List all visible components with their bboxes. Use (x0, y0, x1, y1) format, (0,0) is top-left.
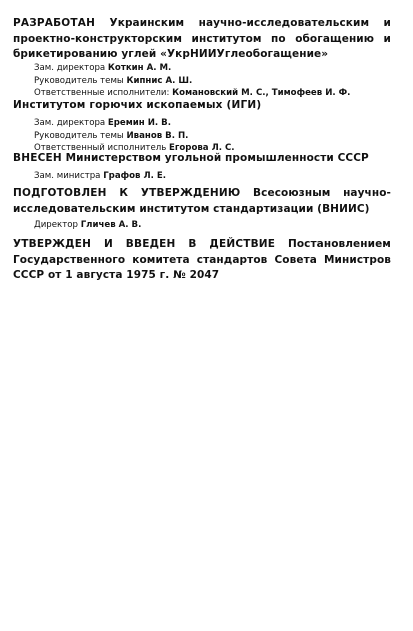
person-name: Графов Л. Е. (103, 171, 167, 181)
submitted-text: Министерством угольной промышленности СССР (65, 152, 369, 164)
section-approved (13, 237, 391, 284)
prepared-paragraph (13, 186, 391, 217)
igi-persons (34, 117, 394, 155)
submitted-lead: ВНЕСЕН (13, 152, 62, 164)
person-name: Кипнис А. Ш. (126, 75, 193, 86)
person-role: Ответственные исполнители: (34, 88, 170, 98)
section-igi (13, 98, 391, 114)
person-row (34, 117, 394, 130)
person-role: Руководитель темы (34, 130, 124, 141)
ukr-persons (34, 62, 394, 100)
person-name: Коткин А. М. (107, 63, 172, 73)
person-name: Еремин И. В. (107, 118, 171, 128)
developed-text: Украинским научно-исследовательским и проектно-конструкторским институтом по обогащению и брикетированию углей «УкрНИИУглеобогащение» (13, 17, 391, 60)
person-row (34, 219, 394, 232)
approved-text: Постановлением Государственного комитета стандартов Совета Министров СССР от 1 августа 1975 г. № 2047 (13, 238, 391, 281)
person-role: Зам. директора (34, 118, 106, 128)
igi-lead: Институтом горючих ископаемых (ИГИ) (13, 99, 262, 111)
person-role: Ответственный исполнитель (34, 143, 167, 153)
developed-lead: РАЗРАБОТАН (13, 17, 96, 29)
submitted-paragraph (13, 151, 391, 167)
prepared-text: Всесоюзным научно-исследовательским институтом стандартизации (ВНИИС) (13, 187, 391, 215)
person-row (34, 75, 394, 88)
person-row (34, 130, 394, 143)
person-role: Руководитель темы (34, 75, 124, 86)
person-role: Зам. министра (34, 171, 101, 181)
approved-paragraph (13, 237, 391, 284)
minugol-persons (34, 170, 394, 183)
person-role: Директор (34, 220, 78, 230)
igi-paragraph (13, 98, 391, 114)
prepared-lead: ПОДГОТОВЛЕН К УТВЕРЖДЕНИЮ (13, 187, 241, 199)
section-prepared (13, 186, 391, 217)
person-row (34, 170, 394, 183)
person-name: Егорова Л. С. (169, 143, 235, 153)
section-submitted (13, 151, 391, 167)
vniis-persons (34, 219, 394, 232)
person-name: Иванов В. П. (126, 130, 189, 141)
person-name: Гличев А. В. (80, 220, 142, 230)
developed-paragraph (13, 16, 391, 63)
person-row (34, 62, 394, 75)
section-developed (13, 16, 391, 63)
person-name: Комановский М. С., Тимофеев И. Ф. (172, 88, 351, 98)
approved-lead: УТВЕРЖДЕН И ВВЕДЕН В ДЕЙСТВИЕ (13, 238, 276, 250)
person-role: Зам. директора (34, 63, 106, 73)
